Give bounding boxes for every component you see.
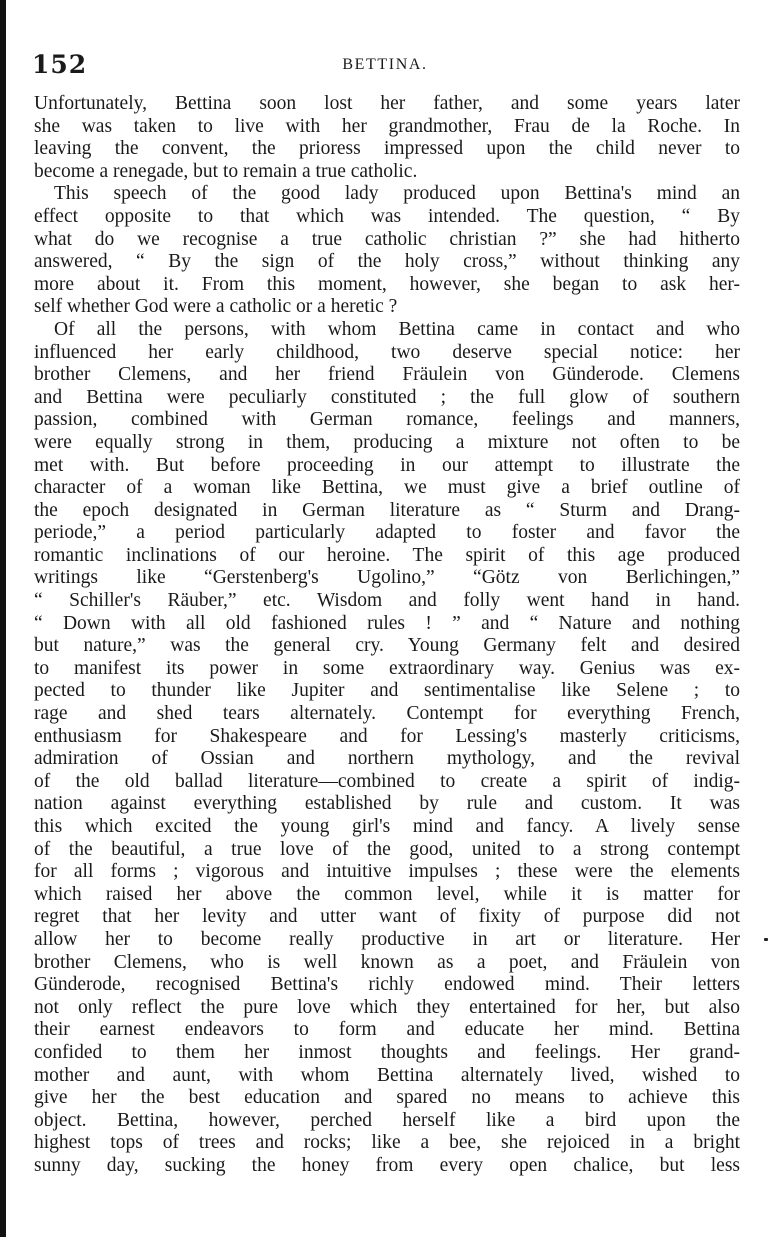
- text-line: give her the best education and spared no means to achieve this: [34, 1087, 740, 1109]
- running-head: BETTINA.: [342, 56, 428, 73]
- text-line: Of all the persons, with whom Bettina came in contact and who: [54, 318, 740, 340]
- text-line: admiration of Ossian and northern mythology, and the revival: [34, 748, 740, 770]
- text-line: romantic inclinations of our heroine. The spirit of this age produced: [34, 544, 740, 566]
- text-line: sunny day, sucking the honey from every open chalice, but less: [34, 1154, 740, 1176]
- text-line: not only reflect the pure love which they entertained for her, but also: [34, 996, 740, 1018]
- text-line: This speech of the good lady produced upon Bettina's mind an: [54, 183, 740, 205]
- text-line: Unfortunately, Bettina soon lost her father, and some years later: [34, 93, 740, 114]
- page-header: [30, 50, 740, 86]
- text-line: pected to thunder like Jupiter and sentimentalise like Selene ; to: [34, 680, 740, 702]
- text-line: what do we recognise a true catholic christian ?” she had hitherto: [34, 228, 740, 250]
- text-line: leaving the convent, the prioress impressed upon the child never to: [34, 138, 740, 160]
- text-line: for all forms ; vigorous and intuitive impulses ; these were the elements: [34, 861, 740, 883]
- text-line: “ Down with all old fashioned rules ! ” and “ Nature and nothing: [34, 612, 740, 634]
- text-line: of the old ballad literature—combined to create a spirit of indig-: [34, 770, 740, 792]
- text-line: regret that her levity and utter want of fixity of purpose did not: [34, 906, 740, 928]
- text-line: passion, combined with German romance, feelings and manners,: [34, 409, 740, 431]
- text-line: confided to them her inmost thoughts and feelings. Her grand-: [34, 1041, 740, 1063]
- text-line: answered, “ By the sign of the holy cross,” without thinking any: [34, 251, 740, 273]
- text-line: “ Schiller's Räuber,” etc. Wisdom and folly went hand in hand.: [34, 590, 740, 612]
- text-line: rage and shed tears alternately. Contempt for everything French,: [34, 703, 740, 725]
- text-line: met with. But before proceeding in our attempt to illustrate the: [34, 454, 740, 476]
- text-line: writings like “Gerstenberg's Ugolino,” “Götz von Berlichingen,”: [34, 567, 740, 589]
- text-line: character of a woman like Bettina, we must give a brief outline of: [34, 477, 740, 499]
- margin-speck: [764, 938, 768, 941]
- text-line: influenced her early childhood, two deserve special notice: her: [34, 341, 740, 363]
- text-line: periode,” a period particularly adapted to foster and favor the: [34, 522, 740, 544]
- text-line: self whether God were a catholic or a heretic ?: [34, 296, 398, 318]
- text-line: but nature,” was the general cry. Young Germany felt and desired: [34, 635, 740, 657]
- text-line: brother Clemens, who is well known as a poet, and Fräulein von: [34, 951, 740, 973]
- text-line: nation against everything established by rule and custom. It was: [34, 793, 740, 815]
- page-number: 152: [32, 50, 88, 79]
- text-line: and Bettina were peculiarly constituted ; the full glow of southern: [34, 386, 740, 408]
- text-line: allow her to become really productive in art or literature. Her: [34, 928, 740, 950]
- text-line: to manifest its power in some extraordinary way. Genius was ex-: [34, 657, 740, 679]
- body-text: [34, 93, 740, 1178]
- text-line: of the beautiful, a true love of the good, united to a strong contempt: [34, 838, 740, 860]
- text-line: their earnest endeavors to form and educate her mind. Bettina: [34, 1019, 740, 1041]
- text-line: enthusiasm for Shakespeare and for Lessing's masterly criticisms,: [34, 725, 740, 747]
- text-line: mother and aunt, with whom Bettina alternately lived, wished to: [34, 1064, 740, 1086]
- text-line: she was taken to live with her grandmother, Frau de la Roche. In: [34, 115, 740, 137]
- text-line: brother Clemens, and her friend Fräulein von Günderode. Clemens: [34, 364, 740, 386]
- text-line: become a renegade, but to remain a true catholic.: [34, 160, 418, 182]
- text-line: more about it. From this moment, however, she began to ask her-: [34, 273, 740, 295]
- text-line: Günderode, recognised Bettina's richly endowed mind. Their letters: [34, 974, 740, 996]
- text-line: object. Bettina, however, perched herself like a bird upon the: [34, 1109, 740, 1131]
- text-line: were equally strong in them, producing a mixture not often to be: [34, 431, 740, 453]
- text-line: this which excited the young girl's mind and fancy. A lively sense: [34, 816, 740, 837]
- text-line: which raised her above the common level, while it is matter for: [34, 883, 740, 905]
- text-line: the epoch designated in German literature as “ Sturm and Drang-: [34, 499, 740, 521]
- page-binding-edge: [0, 0, 6, 1237]
- text-line: effect opposite to that which was intended. The question, “ By: [34, 205, 740, 227]
- text-line: highest tops of trees and rocks; like a bee, she rejoiced in a bright: [34, 1132, 740, 1154]
